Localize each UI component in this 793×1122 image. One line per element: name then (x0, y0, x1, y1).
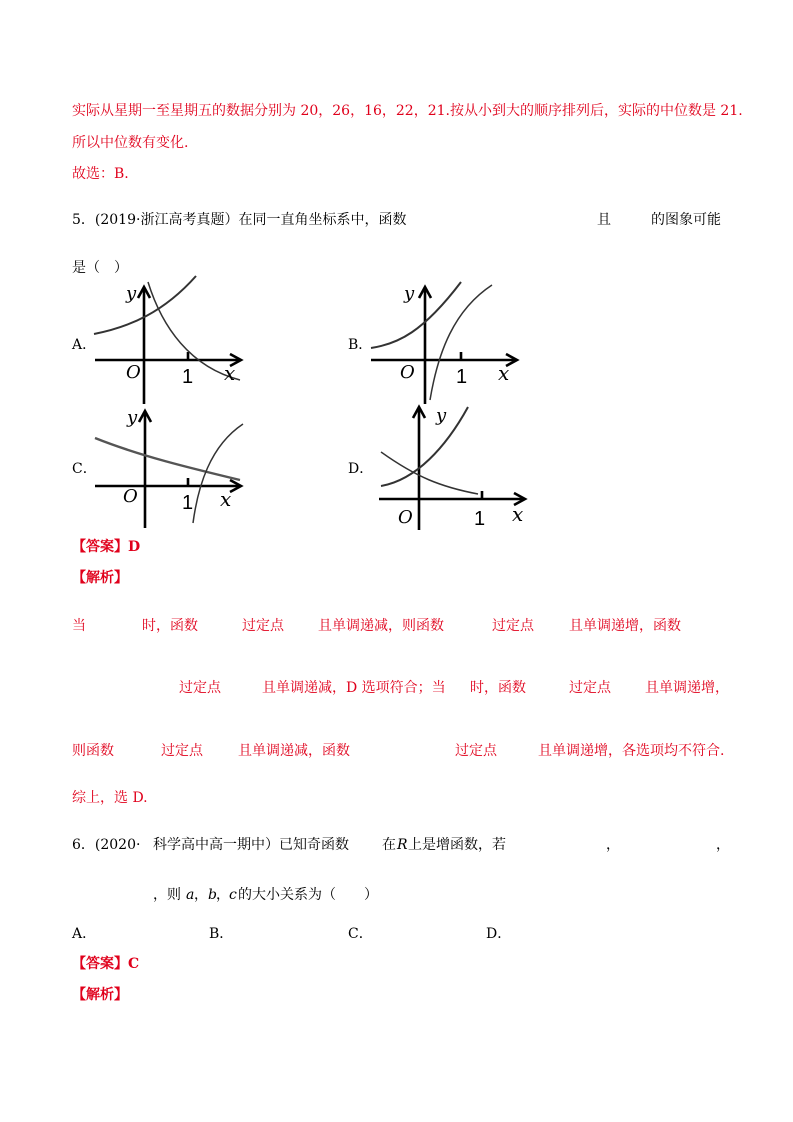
solution-line-2: 所以中位数有变化. (72, 135, 189, 151)
analysis-r3-2: 且单调递减，函数 (238, 743, 350, 759)
analysis-r4: 综上，选 D. (72, 790, 148, 806)
analysis-r1-2: 过定点 (242, 618, 284, 634)
origin-label: O (123, 486, 138, 507)
analysis-r3-3: 过定点 (455, 743, 497, 759)
q5-option-c-graph (90, 406, 250, 531)
one-label: 1 (182, 366, 194, 388)
one-label: 1 (474, 508, 486, 530)
q5-stem-c: 的图象可能 (651, 212, 721, 228)
solution-line-3: 故选：B. (72, 166, 129, 182)
origin-label: O (400, 362, 415, 383)
q5-option-d-graph (376, 402, 536, 532)
origin-label: O (398, 507, 413, 528)
analysis-r2-3: 过定点 (569, 680, 611, 696)
analysis-r1-5: 且单调递增，函数 (569, 618, 681, 634)
analysis-r3-0: 则函数 (72, 743, 114, 759)
analysis-r2-0: 过定点 (179, 680, 221, 696)
y-label: y (404, 283, 415, 304)
q6-sep-1: ， (194, 887, 208, 903)
y-label: y (436, 405, 447, 426)
q6-option-a: A． (72, 926, 97, 942)
analysis-r1-0: 当 (72, 618, 86, 634)
q5-stem-d: 是（ ） (72, 260, 128, 276)
q6-option-c: C． (348, 926, 373, 942)
q6-var-a: a (186, 887, 195, 903)
q6-stem-a: 6．(2020· (72, 837, 141, 853)
origin-label: O (126, 362, 141, 383)
q5-option-a-graph (90, 282, 250, 407)
q6-analysis-label: 【解析】 (72, 987, 128, 1003)
q6-var-b: b (208, 887, 217, 903)
y-label: y (127, 407, 138, 428)
q5-option-a-label: A． (72, 337, 97, 353)
q6-answer: 【答案】C (72, 956, 140, 972)
analysis-r3-1: 过定点 (161, 743, 203, 759)
q5-option-b-label: B． (348, 337, 373, 353)
q5-answer: 【答案】D (72, 539, 141, 555)
q6-stem-R: R (397, 837, 408, 853)
q6-option-b: B． (209, 926, 234, 942)
analysis-r1-3: 且单调递减，则函数 (318, 618, 444, 634)
q6-var-c: c (229, 887, 237, 903)
q5-stem-b: 且 (597, 212, 611, 228)
analysis-r1-4: 过定点 (492, 618, 534, 634)
analysis-r2-1: 且单调递减，D 选项符合；当 (262, 680, 446, 696)
analysis-r1-1: 时，函数 (142, 618, 198, 634)
solution-line-1: 实际从星期一至星期五的数据分别为 20，26，16，22，21.按从小到大的顺序排列后，实际的中位数是 21. (72, 103, 743, 119)
one-label: 1 (456, 366, 468, 388)
q6-comma-2: ， (716, 837, 730, 853)
q5-stem-a: 5．(2019·浙江高考真题）在同一直角坐标系中，函数 (72, 212, 407, 228)
analysis-r2-2: 时，函数 (470, 680, 526, 696)
q6-option-d: D． (486, 926, 512, 942)
q6-stem-d: 上是增函数，若 (408, 837, 506, 853)
analysis-r2-4: 且单调递增， (645, 680, 729, 696)
x-label: x (512, 502, 524, 526)
q6-stem-f: 的大小关系为（ ） (238, 887, 378, 903)
curve-exponential (381, 407, 468, 486)
q5-analysis-label: 【解析】 (72, 570, 128, 586)
q5-option-b-graph (368, 282, 528, 407)
x-label: x (224, 361, 236, 385)
curve-exponential (95, 438, 240, 480)
y-label: y (126, 283, 137, 304)
q6-sep-2: ， (216, 887, 230, 903)
analysis-r3-4: 且单调递增，各选项均不符合. (538, 743, 725, 759)
one-label: 1 (182, 492, 194, 514)
q6-stem-c: 在 (382, 837, 396, 853)
x-label: x (220, 487, 232, 511)
q5-option-d-label: D． (348, 461, 374, 477)
q6-comma-1: ， (606, 837, 620, 853)
q6-stem-e: ，则 (153, 887, 181, 903)
q5-option-c-label: C． (72, 461, 97, 477)
x-label: x (498, 361, 510, 385)
q6-stem-b: 科学高中高一期中）已知奇函数 (153, 837, 349, 853)
